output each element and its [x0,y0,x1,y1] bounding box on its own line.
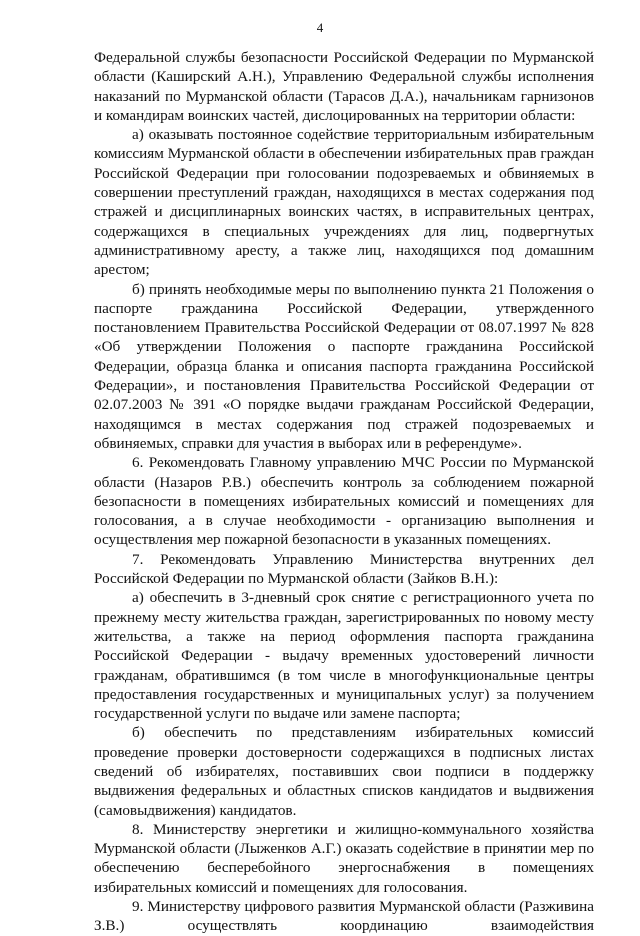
paragraph-8: 8. Министерству энергетики и жилищно-коммунального хозяйства Мурманской области (Лыженков А.Г.) оказать содействие в принятии мер по обеспечению бесперебойного энергоснабжения в помещениях избирательных комиссий и помещениях для голосования. [94,820,594,896]
paragraph-5a: а) оказывать постоянное содействие территориальным избирательным комиссиям Мурманской области в обеспечении избирательных прав граждан Российской Федерации при голосовании подозреваемых и обвиняемых в совершении преступлений граждан, находящихся в местах содержания под стражей и дисциплинарных воинских частях, в исправительных центрах, содержащихся в специальных учреждениях для лиц, подвергнутых административному аресту, а также лиц, находящихся под домашним арестом; [94,126,594,279]
paragraph-5b: б) принять необходимые меры по выполнению пункта 21 Положения о паспорте гражданина Российской Федерации, утвержденного постановлением Правительства Российской Федерации от 08.07.1997 № 828 «Об утверждении Положения о паспорте гражданина Российской Федерации, образца бланка и описания паспорта гражданина Российской Федерации», и постановления Правительства Российской Федерации от 02.07.2003 № 391 «О порядке выдачи гражданам Российской Федерации, находящимся в местах содержания под стражей подозреваемых и обвиняемых, справки для участия в выборах или в референдуме». [94,280,594,452]
paragraph-7b: б) обеспечить по представлениям избирательных комиссий проведение проверки достоверности содержащихся в подписных листах сведений об избирателях, поставивших свои подписи в поддержку выдвижения федеральных и областных списков кандидатов и выдвижения (самовыдвижения) кандидатов. [94,724,594,819]
document-body [94,48,594,936]
paragraph-6: 6. Рекомендовать Главному управлению МЧС России по Мурманской области (Назаров Р.В.) обеспечить контроль за соблюдением пожарной безопасности в помещениях избирательных комиссий и помещениях для голосования, а в случае необходимости - организацию выполнения и осуществления мер пожарной безопасности в указанных помещениях. [94,454,594,549]
paragraph-9: 9. Министерству цифрового развития Мурманской области (Разживина З.В.) осуществлять координацию взаимодействия [94,898,594,935]
paragraph-7: 7. Рекомендовать Управлению Министерства внутренних дел Российской Федерации по Мурманской области (Зайков В.Н.): [94,550,594,588]
paragraph-continuation: Федеральной службы безопасности Российской Федерации по Мурманской области (Каширский А.Н.), Управлению Федеральной службы исполнения наказаний по Мурманской области (Тарасов Д.А.), начальникам гарнизонов и командирам воинских частей, дислоцированных на территории области: [94,49,594,124]
paragraph-7a: а) обеспечить в 3-дневный срок снятие с регистрационного учета по прежнему месту жительства граждан, зарегистрированных по новому месту жительства, а также на период оформления паспорта гражданина Российской Федерации - выдачу временных удостоверений личности гражданам, обратившимся (в том числе в многофункциональные центры предоставления государственных и муниципальных услуг) за получением государственной услуги по выдаче или замене паспорта; [94,589,594,723]
page-number: 4 [316,20,324,35]
